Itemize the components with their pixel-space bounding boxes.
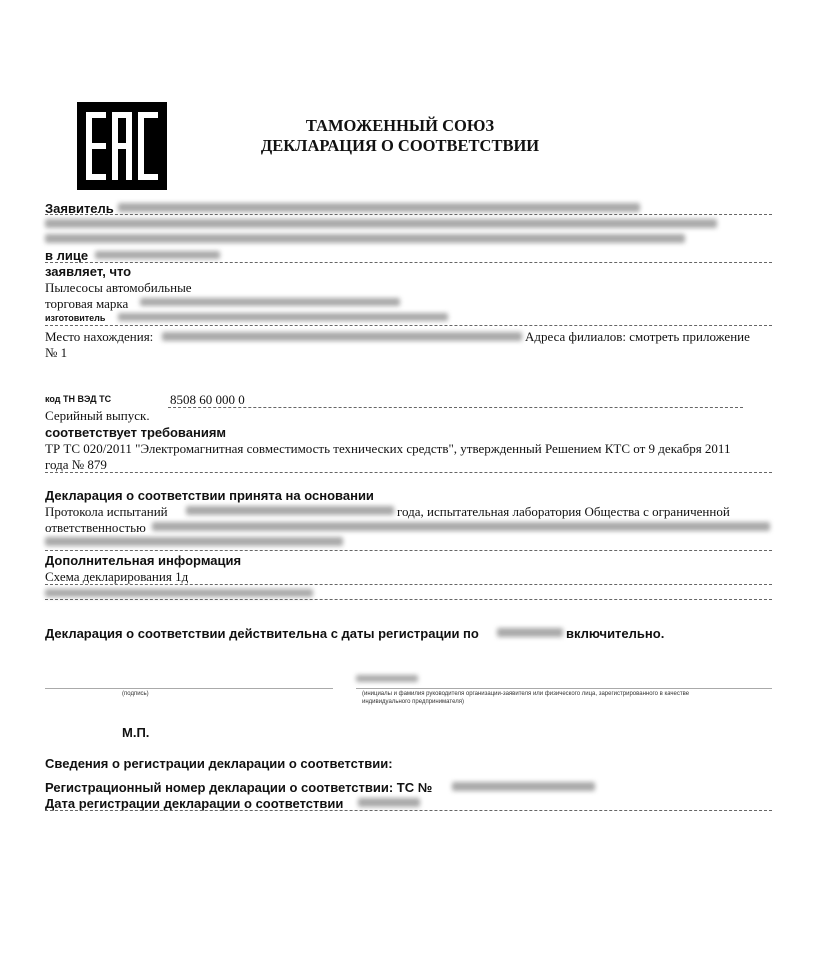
signature-line [45, 688, 333, 689]
document-title: ДЕКЛАРАЦИЯ О СООТВЕТСТВИИ [260, 136, 540, 155]
redacted-applicant-contacts [45, 234, 685, 243]
divider [45, 599, 772, 600]
divider [45, 550, 772, 551]
validity-suffix: включительно. [566, 626, 665, 641]
registration-date-label: Дата регистрации декларации о соответствии [45, 796, 344, 811]
basis-line-2: ответственностью [45, 520, 146, 535]
trademark-label: торговая марка [45, 296, 129, 311]
redacted-trademark [140, 298, 400, 306]
serial-production: Серийный выпуск. [45, 408, 150, 423]
redacted-applicant [118, 203, 640, 212]
basis-label: Декларация о соответствии принята на основании [45, 488, 374, 503]
redacted-registration-date [358, 798, 420, 807]
basis-prefix: Протокола испытаний [45, 504, 168, 519]
manufacturer-label: изготовитель [45, 313, 106, 323]
complies-label: соответствует требованиям [45, 425, 227, 440]
branches-number: № 1 [45, 345, 68, 360]
applicant-label: Заявитель [45, 201, 114, 216]
requirements-line-2: года № 879 [45, 457, 107, 472]
redacted-signatory [356, 675, 418, 682]
product-name: Пылесосы автомобильные [45, 280, 192, 295]
name-caption-line-2: индивидуального предпринимателя) [362, 699, 464, 705]
redacted-representative [95, 251, 220, 259]
declares-label: заявляет, что [45, 264, 132, 279]
redacted-registration-number [452, 782, 595, 791]
union-title: ТАМОЖЕННЫЙ СОЮЗ [305, 116, 495, 135]
additional-info-label: Дополнительная информация [45, 553, 242, 568]
validity-prefix: Декларация о соответствии действительна с даты регистрации по [45, 626, 479, 641]
redacted-applicant-address [45, 219, 717, 228]
divider [168, 407, 743, 408]
divider [45, 325, 772, 326]
location-label: Место нахождения: [45, 329, 154, 344]
stamp-place: М.П. [122, 725, 150, 740]
registration-number-label: Регистрационный номер декларации о соответствии: ТС № [45, 780, 433, 795]
requirements-line-1: ТР ТС 020/2011 "Электромагнитная совместимость технических средств", утвержденный Решением КТС от 9 декабря 2011 [45, 441, 731, 456]
divider [45, 214, 772, 215]
hs-code-value: 8508 60 000 0 [170, 392, 245, 407]
registration-heading: Сведения о регистрации декларации о соответствии: [45, 756, 393, 771]
declaration-scheme: Схема декларирования 1д [45, 569, 189, 584]
divider [45, 472, 772, 473]
divider [45, 810, 772, 811]
branches-text: Адреса филиалов: смотреть приложение [525, 329, 750, 344]
basis-middle: года, испытательная лаборатория Общества с ограниченной [397, 504, 730, 519]
divider [45, 262, 772, 263]
represented-label: в лице [45, 248, 89, 263]
eac-logo [77, 102, 167, 190]
signature-caption: (подпись) [122, 691, 149, 697]
name-caption-line-1: (инициалы и фамилия руководителя организации-заявителя или физического лица, зарегистрированного в качестве [362, 691, 690, 697]
eac-logo-mark [77, 102, 167, 190]
redacted-protocol [186, 506, 394, 515]
divider [45, 584, 772, 585]
redacted-valid-until [497, 628, 563, 637]
hs-code-label: код ТН ВЭД ТС [45, 394, 112, 404]
redacted-laboratory [152, 522, 770, 531]
redacted-additional [45, 589, 313, 597]
redacted-manufacturer [118, 313, 448, 321]
name-line [356, 688, 772, 689]
redacted-laboratory-2 [45, 537, 343, 546]
redacted-location [162, 332, 522, 341]
